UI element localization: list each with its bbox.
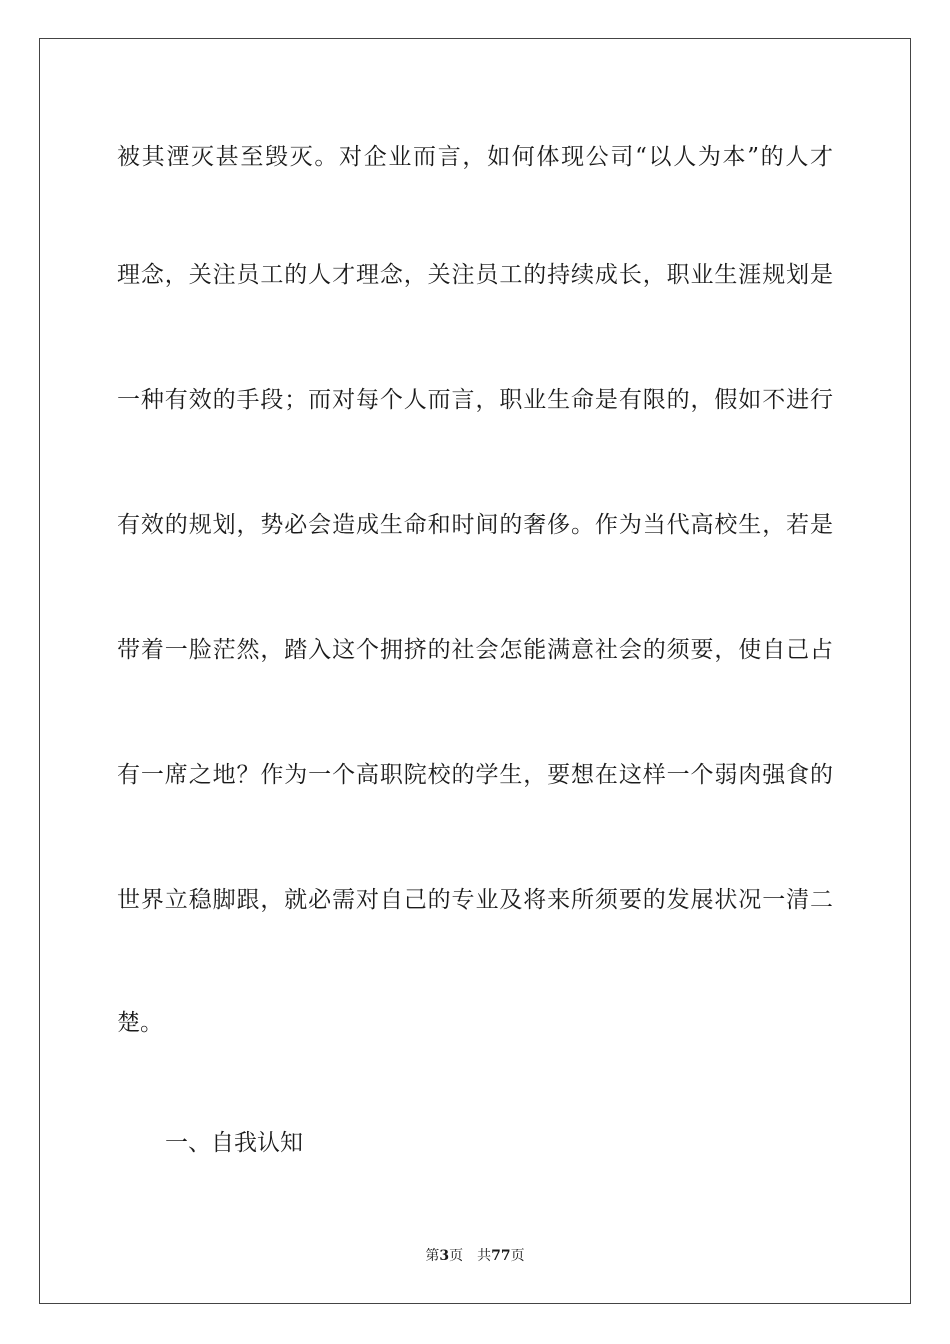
paragraph-line-8: 楚。 <box>117 1010 163 1036</box>
paragraph-line-7: 世界立稳脚跟，就必需对自己的专业及将来所须要的发展状况一清二 <box>117 887 833 913</box>
footer-total-prefix: 共 <box>477 1248 492 1264</box>
paragraph-line-5: 带着一脸茫然，踏入这个拥挤的社会怎能满意社会的须要，使自己占 <box>117 637 833 663</box>
paragraph-line-1: 被其湮灭甚至毁灭。对企业而言，如何体现公司“以人为本”的人才 <box>117 144 833 170</box>
page-border <box>39 38 911 1304</box>
section-heading: 一、自我认知 <box>165 1130 303 1156</box>
footer-total-suffix: 页 <box>510 1248 525 1264</box>
footer-page-number: 3 <box>439 1248 450 1264</box>
paragraph-line-4: 有效的规划，势必会造成生命和时间的奢侈。作为当代高校生，若是 <box>117 512 833 538</box>
footer-page-prefix: 第 <box>425 1248 440 1264</box>
footer-total-pages: 77 <box>491 1248 511 1264</box>
paragraph-line-6: 有一席之地？作为一个高职院校的学生，要想在这样一个弱肉强食的 <box>117 762 833 788</box>
paragraph-line-3: 一种有效的手段；而对每个人而言，职业生命是有限的，假如不进行 <box>117 387 833 413</box>
footer-page-suffix: 页 <box>449 1248 464 1264</box>
page-footer <box>0 1246 950 1266</box>
paragraph-line-2: 理念，关注员工的人才理念，关注员工的持续成长，职业生涯规划是 <box>117 262 833 288</box>
